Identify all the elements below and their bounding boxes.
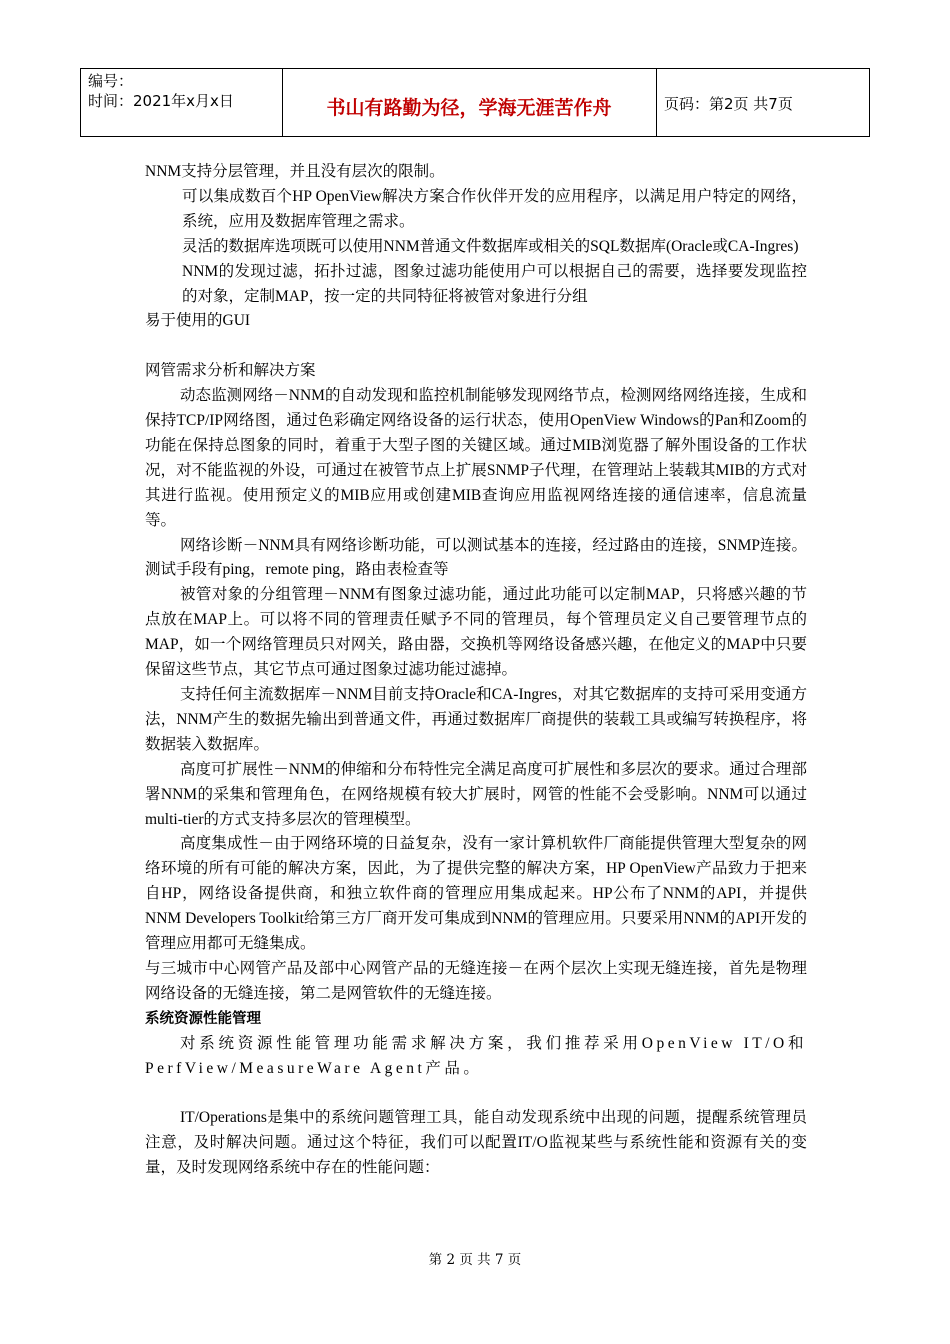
paragraph: 动态监测网络－NNM的自动发现和监控机制能够发现网络节点，检测网络网络连接，生成和保持TCP/IP网络图，通过色彩确定网络设备的运行状态，使用OpenView Windows的Pan和Zoom的功能在保持总图象的同时，着重于大型子图的关键区域。通过MIB浏览器了解外围设备的工作状况，对不能监视的外设，可通过在被管节点上扩展SNMP子代理，在管理站上装载其MIB的方式对其进行监视。使用预定义的MIB应用或创建MIB查询应用监视网络连接的通信速率，信息流量等。 — [145, 387, 807, 529]
page-footer: 第 2 页 共 7 页 — [428, 1252, 522, 1268]
page-header — [80, 68, 870, 137]
header-info — [88, 71, 234, 111]
blank-line — [145, 1082, 807, 1107]
paragraph: 对系统资源性能管理功能需求解决方案，我们推荐采用OpenView IT/O和PerfView/MeasureWare Agent产品。 — [145, 1034, 807, 1077]
section-heading: 系统资源性能管理 — [145, 1010, 261, 1027]
header-divider — [656, 69, 657, 136]
paragraph: IT/Operations是集中的系统问题管理工具，能自动发现系统中出现的问题，提醒系统管理员注意，及时解决问题。通过这个特征，我们可以配置IT/O监视某些与系统性能和资源有关的变量，及时发现网络系统中存在的性能问题： — [145, 1109, 807, 1177]
blank-line — [145, 334, 807, 359]
paragraph: 支持任何主流数据库－NNM目前支持Oracle和CA-Ingres，对其它数据库的支持可采用变通方法，NNM产生的数据先输出到普通文件，再通过数据库厂商提供的装载工具或编写转换程序，将数据装入数据库。 — [145, 686, 807, 753]
paragraph: 被管对象的分组管理－NNM有图象过滤功能，通过此功能可以定制MAP，只将感兴趣的节点放在MAP上。可以将不同的管理责任赋予不同的管理员，每个管理员定义自己要管理节点的MAP，如一个网络管理员只对网关，路由器，交换机等网络设备感兴趣，在他定义的MAP中只要保留这些节点，其它节点可通过图象过滤功能过滤掉。 — [145, 586, 807, 679]
paragraph: 与三城市中心网管产品及部中心网管产品的无缝连接－在两个层次上实现无缝连接，首先是物理网络设备的无缝连接，第二是网管软件的无缝连接。 — [145, 959, 807, 1002]
header-divider — [869, 69, 870, 136]
header-motto: 书山有路勤为径，学海无涯苦作舟 — [326, 97, 612, 119]
document-number: 编号： — [88, 72, 134, 90]
document-date: 时间：2021年x月x日 — [88, 92, 234, 110]
paragraph: 可以集成数百个HP OpenView解决方案合作伙伴开发的应用程序，以满足用户特定的网络，系统，应用及数据库管理之需求。 — [182, 187, 807, 230]
header-divider — [80, 69, 81, 136]
paragraph: 灵活的数据库选项既可以使用NNM普通文件数据库或相关的SQL数据库(Oracle或CA-Ingres) — [182, 237, 799, 255]
paragraph: 高度可扩展性－NNM的伸缩和分布特性完全满足高度可扩展性和多层次的要求。通过合理部署NNM的采集和管理角色，在网络规模有较大扩展时，网管的性能不会受影响。NNM可以通过multi-tier的方式支持多层次的管理模型。 — [145, 760, 807, 828]
paragraph: 高度集成性－由于网络环境的日益复杂，没有一家计算机软件厂商能提供管理大型复杂的网络环境的所有可能的解决方案，因此，为了提供完整的解决方案，HP OpenView产品致力于把来自HP，网络设备提供商，和独立软件商的管理应用集成起来。HP公布了NNM的API，并提供NNM Developers Toolkit给第三方厂商开发可集成到NNM的管理应用。只要采用NNM的API开发的管理应用都可无缝集成。 — [145, 835, 807, 953]
paragraph: NNM支持分层管理，并且没有层次的限制。 — [145, 163, 445, 180]
paragraph: 网络诊断－NNM具有网络诊断功能，可以测试基本的连接，经过路由的连接，SNMP连接。测试手段有ping，remote ping，路由表检查等 — [145, 536, 807, 579]
header-page-number: 页码：第2页 共7页 — [664, 95, 793, 113]
paragraph: NNM的发现过滤，拓扑过滤，图象过滤功能使用户可以根据自己的需要，选择要发现监控的对象，定制MAP，按一定的共同特征将被管对象进行分组 — [182, 262, 807, 305]
section-heading: 网管需求分析和解决方案 — [145, 362, 316, 380]
paragraph: 易于使用的GUI — [145, 312, 251, 330]
document-body — [145, 160, 807, 1181]
